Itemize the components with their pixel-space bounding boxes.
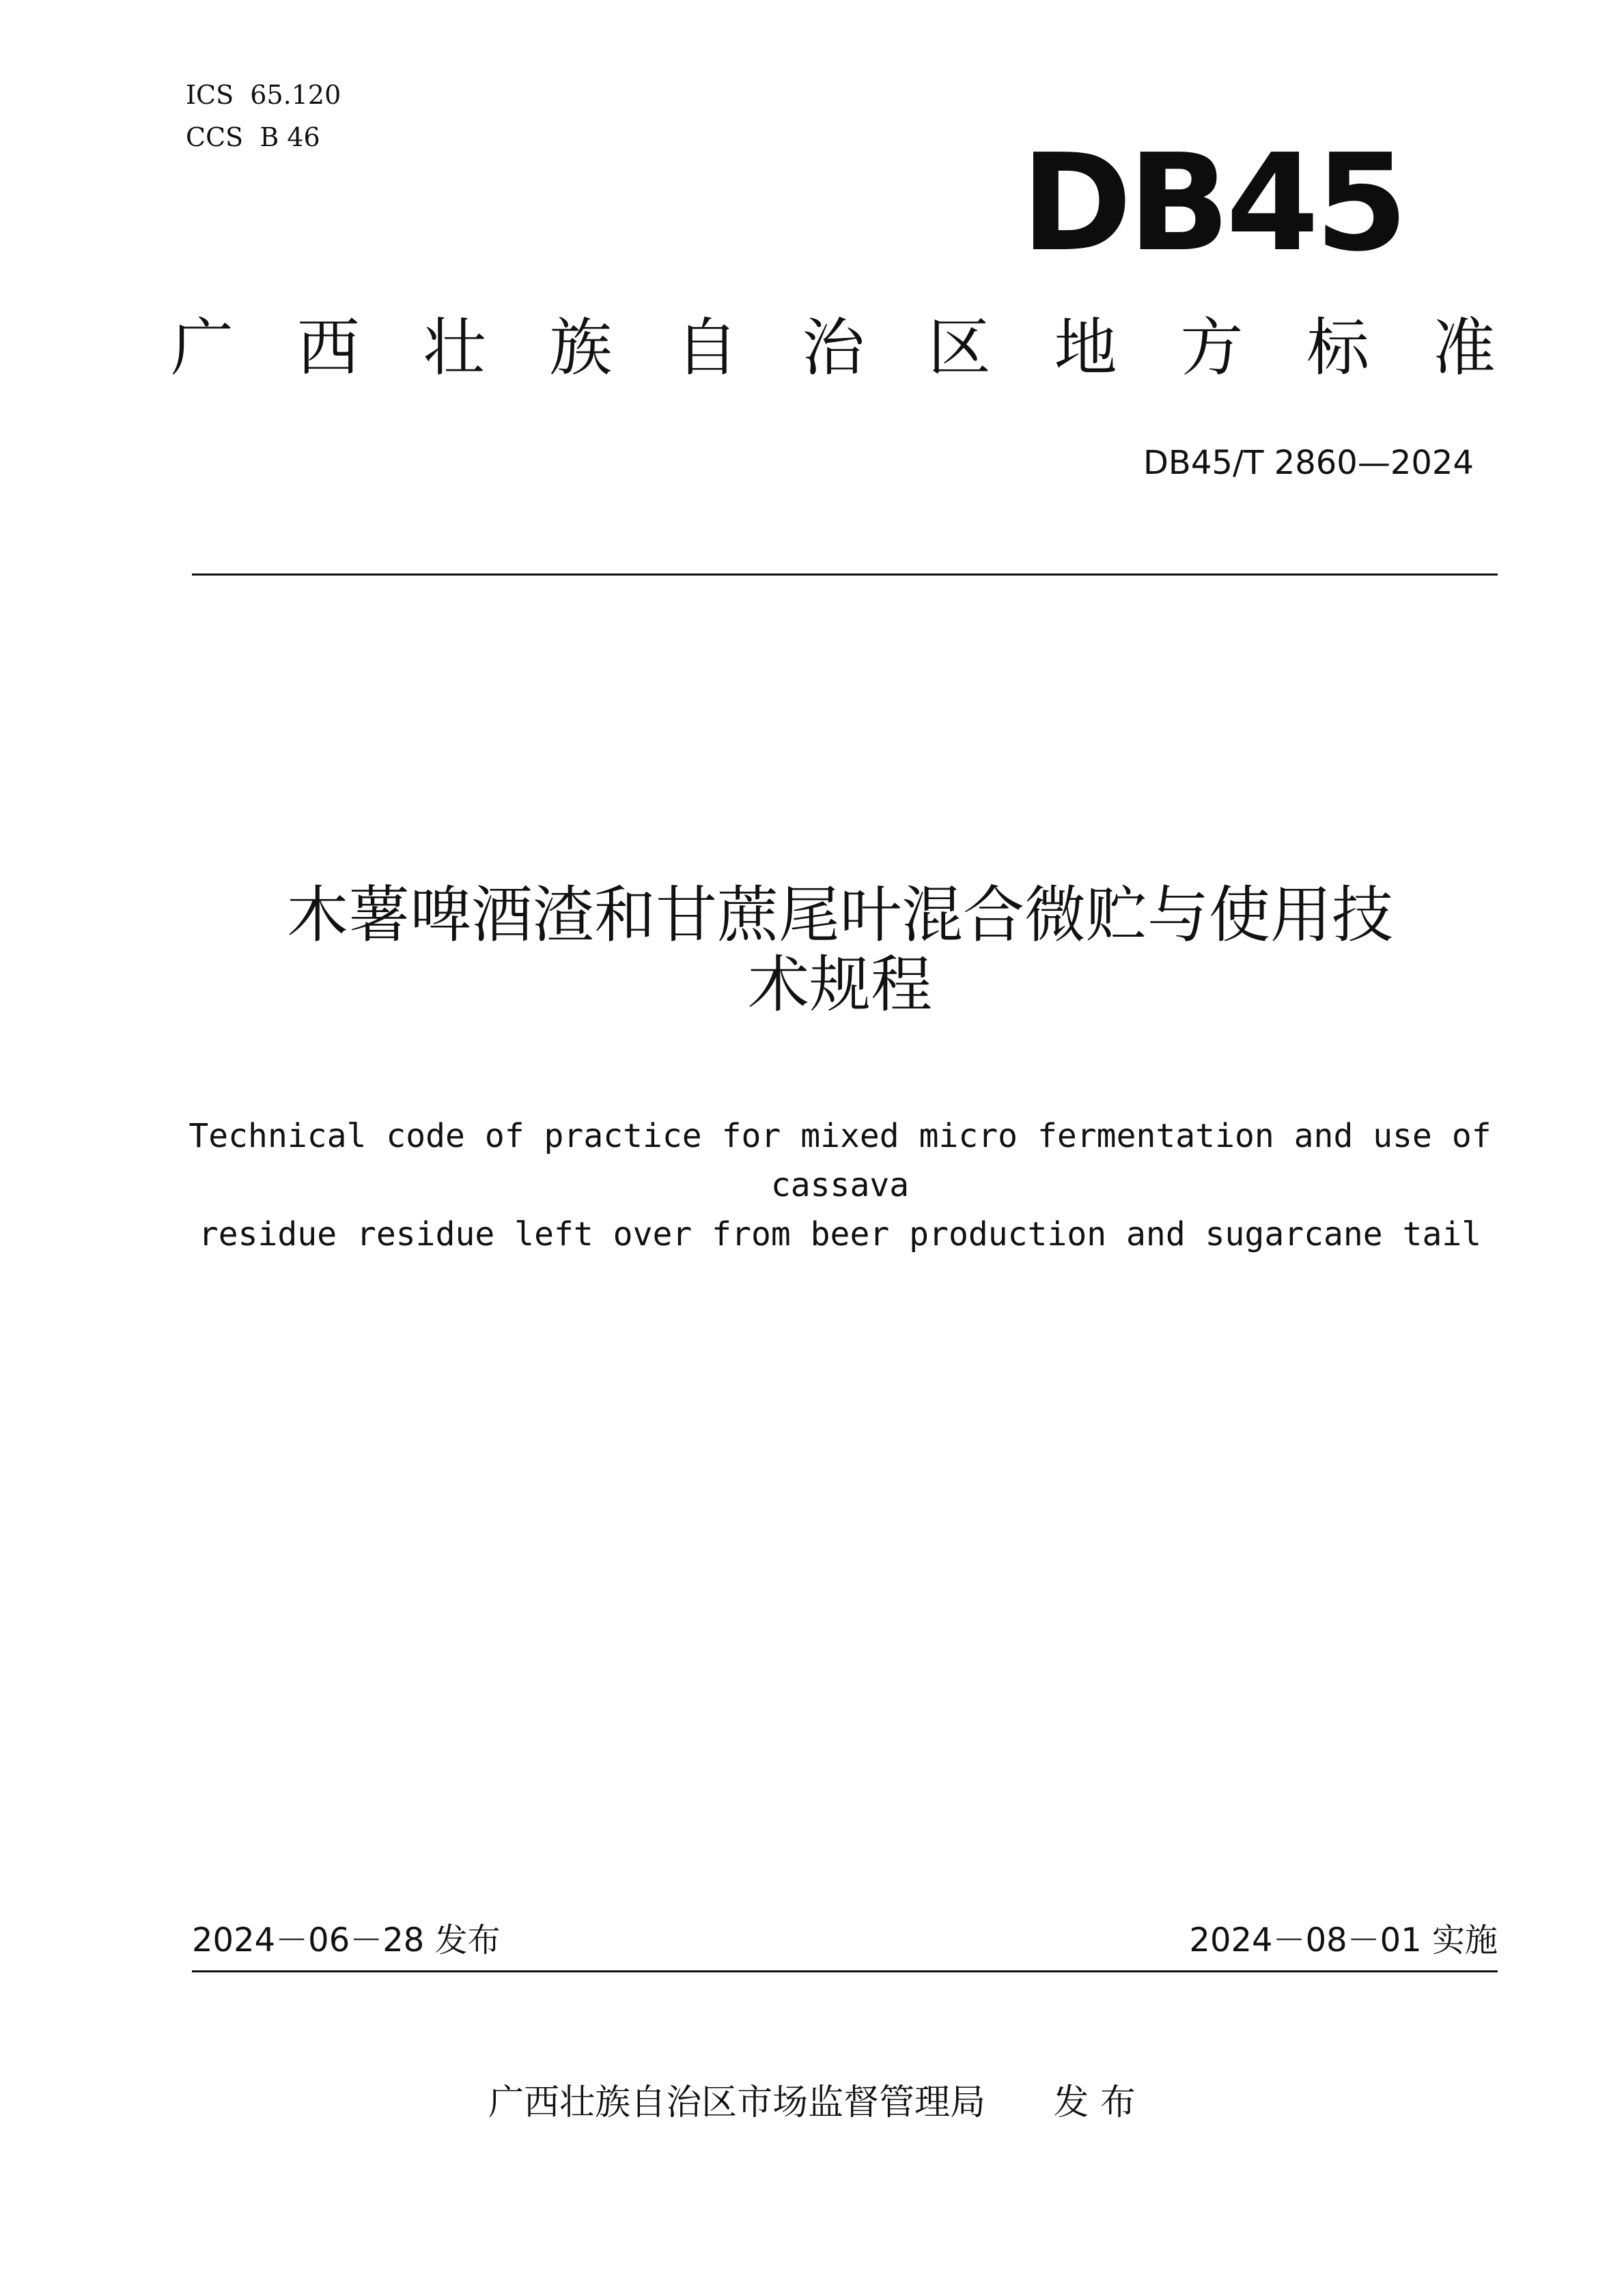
standard-number: DB45/T 2860—2024	[1143, 444, 1474, 482]
title-chinese	[178, 881, 1502, 1020]
publish-label: 发 布	[1053, 2082, 1136, 2123]
title-chinese-line-2: 术规程	[748, 949, 932, 1021]
title-english-line-1: Technical code of practice for mixed micro fermentation and use of cassava	[188, 1117, 1492, 1204]
ccs-code: CCS B 46	[186, 122, 320, 152]
ics-code: ICS 65.120	[186, 80, 341, 110]
db45-logo: DB45	[1021, 126, 1404, 281]
bottom-divider	[192, 1970, 1498, 1972]
standard-kind-heading: 广西壮族自治区地方标准	[171, 311, 1496, 384]
publisher-name: 广西壮族自治区市场监督管理局	[488, 2082, 986, 2123]
title-english-line-2: residue residue left over from beer production and sugarcane tail	[198, 1215, 1482, 1253]
publisher-line	[0, 2079, 1624, 2127]
title-chinese-line-1: 木薯啤酒渣和甘蔗尾叶混合微贮与使用技	[287, 879, 1393, 951]
implementation-date: 2024－08－01 实施	[1189, 1921, 1498, 1959]
issue-date: 2024－06－28 发布	[192, 1921, 501, 1959]
top-divider	[192, 573, 1498, 576]
classification-codes	[186, 74, 341, 158]
title-english	[171, 1111, 1509, 1259]
